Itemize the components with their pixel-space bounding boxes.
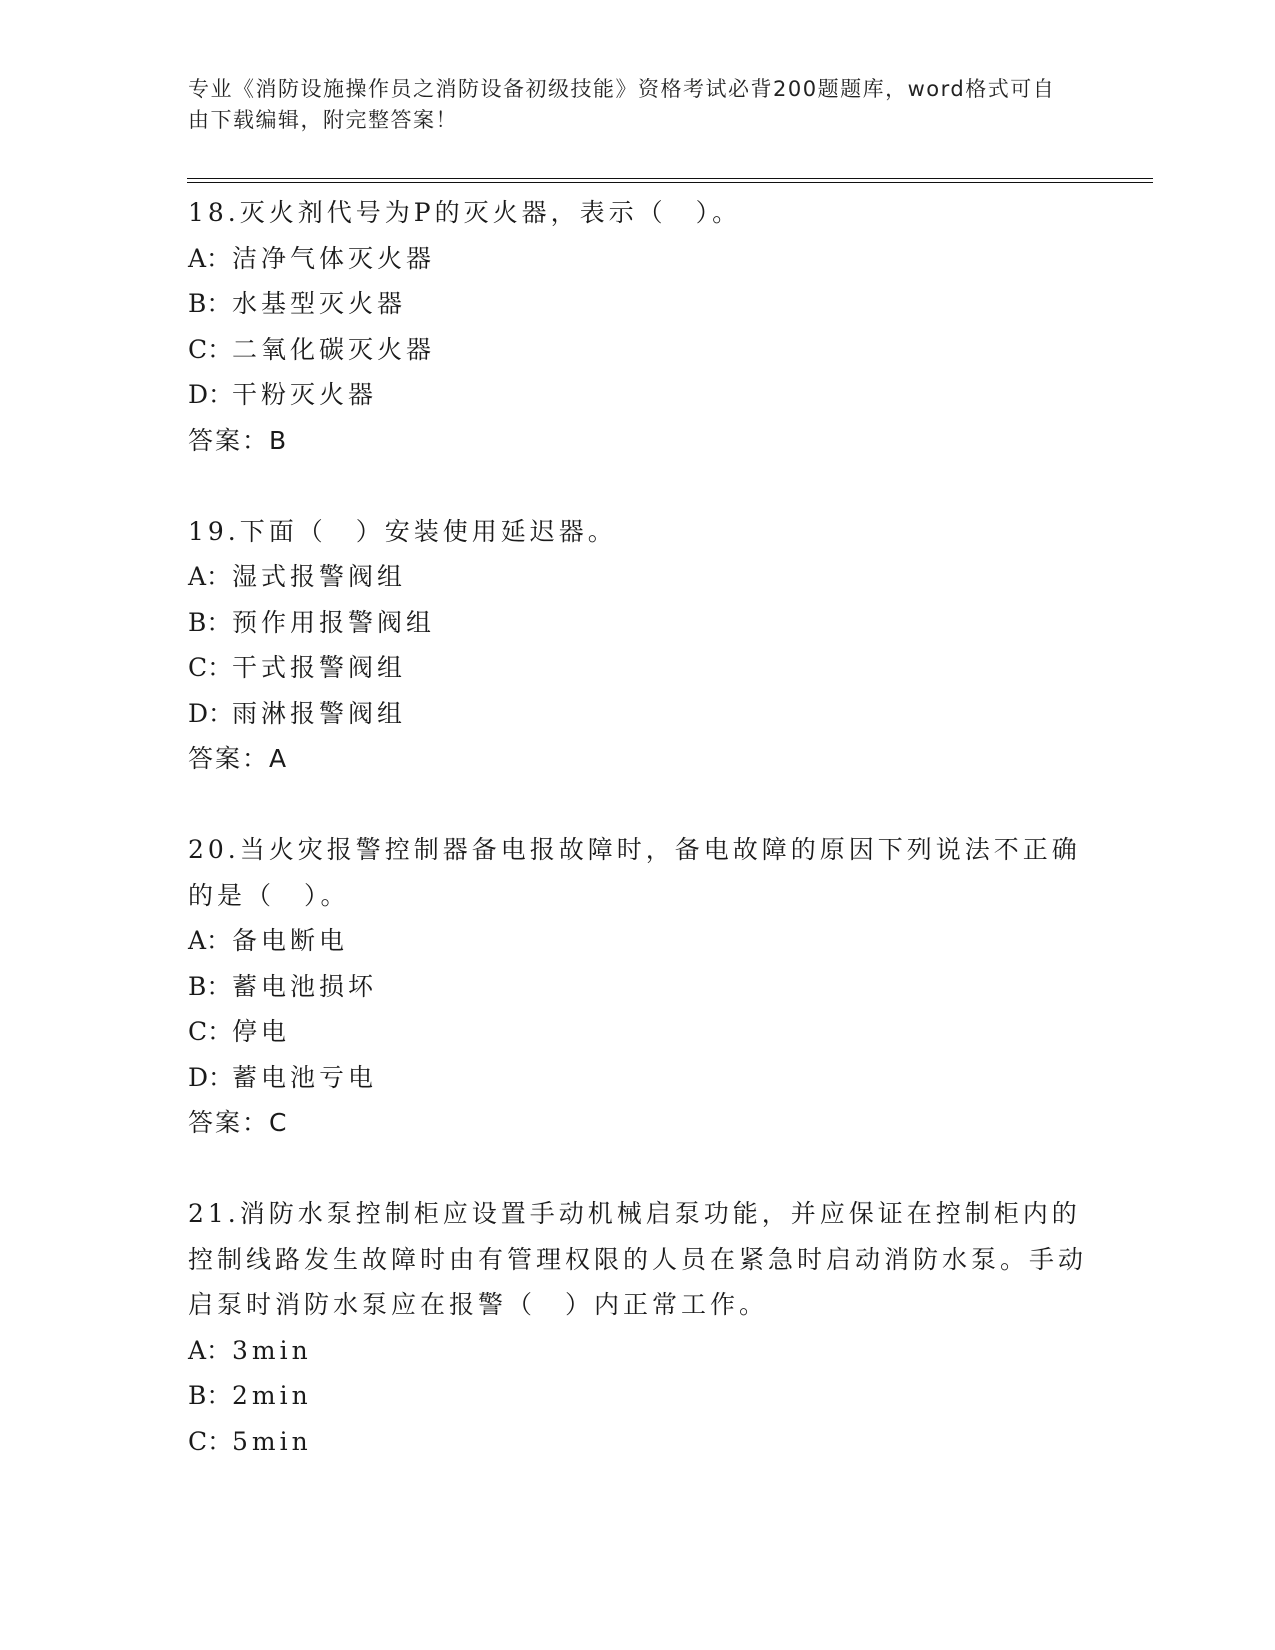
option-b <box>188 964 1088 1010</box>
answer-line: 答案：B <box>188 425 289 455</box>
option-text: 停电 <box>232 1017 291 1046</box>
option-a <box>188 236 1088 282</box>
question-stem: 18.灭火剂代号为P的灭火器，表示（ ）。 <box>188 198 742 227</box>
option-text: 预作用报警阀组 <box>232 607 436 637</box>
option-letter: A： <box>188 1335 232 1365</box>
option-letter: B： <box>188 1381 232 1410</box>
option-a <box>188 554 1088 600</box>
option-text: 蓄电池亏电 <box>232 1062 378 1092</box>
header-rule-top <box>187 178 1153 179</box>
option-letter: B： <box>188 607 232 637</box>
option-letter: B： <box>188 289 232 318</box>
option-text: 雨淋报警阀组 <box>232 698 407 728</box>
question-stem: 21.消防水泵控制柜应设置手动机械启泵功能，并应保证在控制柜内的控制线路发生故障时由有管理权限的人员在紧急时启动消防水泵。手动启泵时消防水泵应在报警（ ）内正常工作。 <box>188 1199 1088 1319</box>
option-letter: D： <box>188 698 234 728</box>
option-text: 备电断电 <box>232 926 349 955</box>
option-c <box>188 327 1088 373</box>
question-21 <box>188 1191 1088 1464</box>
option-d <box>188 1055 1088 1101</box>
option-b <box>188 600 1088 646</box>
option-text: 3min <box>232 1335 312 1365</box>
option-letter: D： <box>188 1062 234 1092</box>
option-letter: B： <box>188 971 232 1001</box>
option-text: 干粉灭火器 <box>232 380 378 409</box>
option-c <box>188 1419 1088 1465</box>
option-letter: C： <box>188 1426 233 1456</box>
option-text: 干式报警阀组 <box>232 653 407 682</box>
answer-line: 答案：A <box>188 744 289 773</box>
option-c <box>188 645 1088 691</box>
question-18 <box>188 190 1088 464</box>
option-text: 水基型灭火器 <box>232 289 407 318</box>
option-letter: A： <box>188 926 232 955</box>
option-a <box>188 918 1088 964</box>
option-letter: A： <box>188 562 232 591</box>
question-stem: 19.下面（ ）安装使用延迟器。 <box>188 516 617 546</box>
option-b <box>188 1373 1088 1419</box>
option-text: 二氧化碳灭火器 <box>232 334 436 364</box>
question-19 <box>188 509 1088 783</box>
option-letter: A： <box>188 243 232 273</box>
option-letter: C： <box>188 653 233 682</box>
option-text: 蓄电池损坏 <box>232 971 378 1001</box>
option-text: 2min <box>232 1381 312 1410</box>
option-letter: C： <box>188 334 233 364</box>
option-d <box>188 691 1088 737</box>
option-letter: D： <box>188 380 234 409</box>
option-a <box>188 1328 1088 1374</box>
option-text: 洁净气体灭火器 <box>232 243 436 273</box>
option-letter: C： <box>188 1017 233 1046</box>
option-text: 5min <box>232 1426 312 1456</box>
option-text: 湿式报警阀组 <box>232 562 407 591</box>
option-b <box>188 281 1088 327</box>
question-stem: 20.当火灾报警控制器备电报故障时，备电故障的原因下列说法不正确的是（ ）。 <box>188 835 1081 910</box>
document-header: 专业《消防设施操作员之消防设备初级技能》资格考试必背200题题库，word格式可自由下载编辑，附完整答案！ <box>188 77 1056 132</box>
header-rule-bottom <box>187 182 1153 183</box>
answer-line: 答案：C <box>188 1108 289 1137</box>
option-c <box>188 1009 1088 1055</box>
question-list <box>188 190 1088 1509</box>
option-d <box>188 372 1088 418</box>
question-20 <box>188 827 1088 1146</box>
